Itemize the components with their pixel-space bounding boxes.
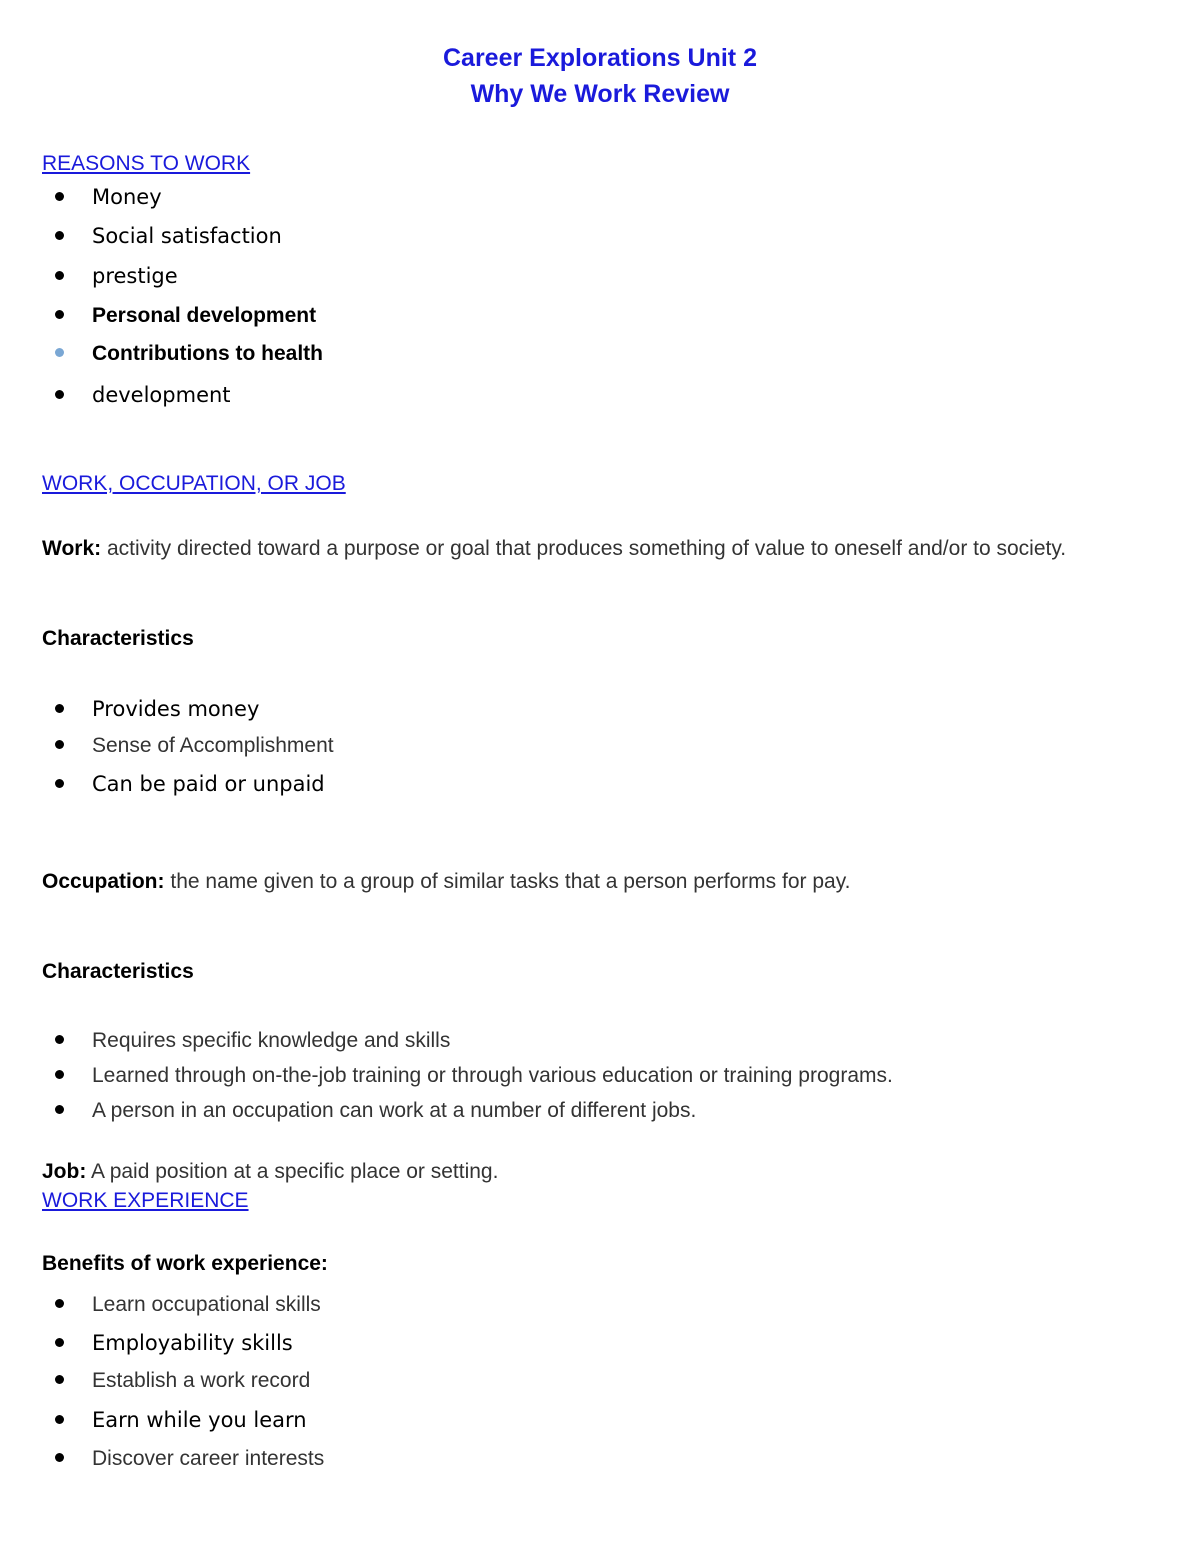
list-item: Social satisfaction	[55, 224, 282, 248]
list-item: Establish a work record	[55, 1369, 310, 1393]
list-item: Employability skills	[55, 1331, 293, 1355]
bullet-icon	[55, 231, 64, 240]
list-item: Personal development	[55, 304, 316, 328]
bullet-icon	[55, 704, 64, 713]
bullet-icon	[55, 740, 64, 749]
list-item: Sense of Accomplishment	[55, 734, 334, 758]
reasons-heading[interactable]: REASONS TO WORK	[42, 152, 251, 175]
list-item: A person in an occupation can work at a number of different jobs.	[55, 1099, 696, 1123]
occupation-characteristics-label: Characteristics	[42, 960, 194, 983]
work-definition: Work: activity directed toward a purpose or goal that produces something of value to oneself and/or to society.	[42, 537, 1067, 560]
list-item: Can be paid or unpaid	[55, 772, 325, 796]
list-item: prestige	[55, 264, 178, 288]
bullet-icon	[55, 1415, 64, 1424]
bullet-icon	[55, 1070, 64, 1079]
list-item: Requires specific knowledge and skills	[55, 1029, 450, 1053]
job-definition: Job: A paid position at a specific place or setting.	[42, 1160, 499, 1183]
bullet-icon	[55, 310, 64, 319]
work-experience-heading[interactable]: WORK EXPERIENCE	[42, 1189, 249, 1212]
occupation-definition: Occupation: the name given to a group of similar tasks that a person performs for pay.	[42, 870, 851, 893]
list-item: Contributions to health	[55, 342, 323, 366]
work-characteristics-label: Characteristics	[42, 627, 194, 650]
benefits-label: Benefits of work experience:	[42, 1252, 328, 1275]
bullet-icon	[55, 1375, 64, 1384]
work-occupation-job-heading[interactable]: WORK, OCCUPATION, OR JOB	[42, 472, 346, 495]
document-subtitle: Why We Work Review	[470, 80, 730, 108]
list-item: Learned through on-the-job training or through various education or training programs.	[55, 1064, 893, 1088]
bullet-icon	[55, 1105, 64, 1114]
document-title: Career Explorations Unit 2	[443, 44, 757, 72]
list-item: Money	[55, 185, 162, 209]
bullet-icon	[55, 390, 64, 399]
list-item: Earn while you learn	[55, 1408, 307, 1432]
list-item: Learn occupational skills	[55, 1293, 321, 1317]
bullet-icon	[55, 1453, 64, 1462]
bullet-icon	[55, 271, 64, 280]
bullet-icon	[55, 1299, 64, 1308]
list-item: Discover career interests	[55, 1447, 324, 1471]
list-item: development	[55, 383, 231, 407]
list-item: Provides money	[55, 697, 259, 721]
bullet-icon	[55, 192, 64, 201]
bullet-icon	[55, 1338, 64, 1347]
bullet-icon	[55, 1035, 64, 1044]
bullet-icon	[55, 779, 64, 788]
bullet-icon	[55, 348, 64, 357]
